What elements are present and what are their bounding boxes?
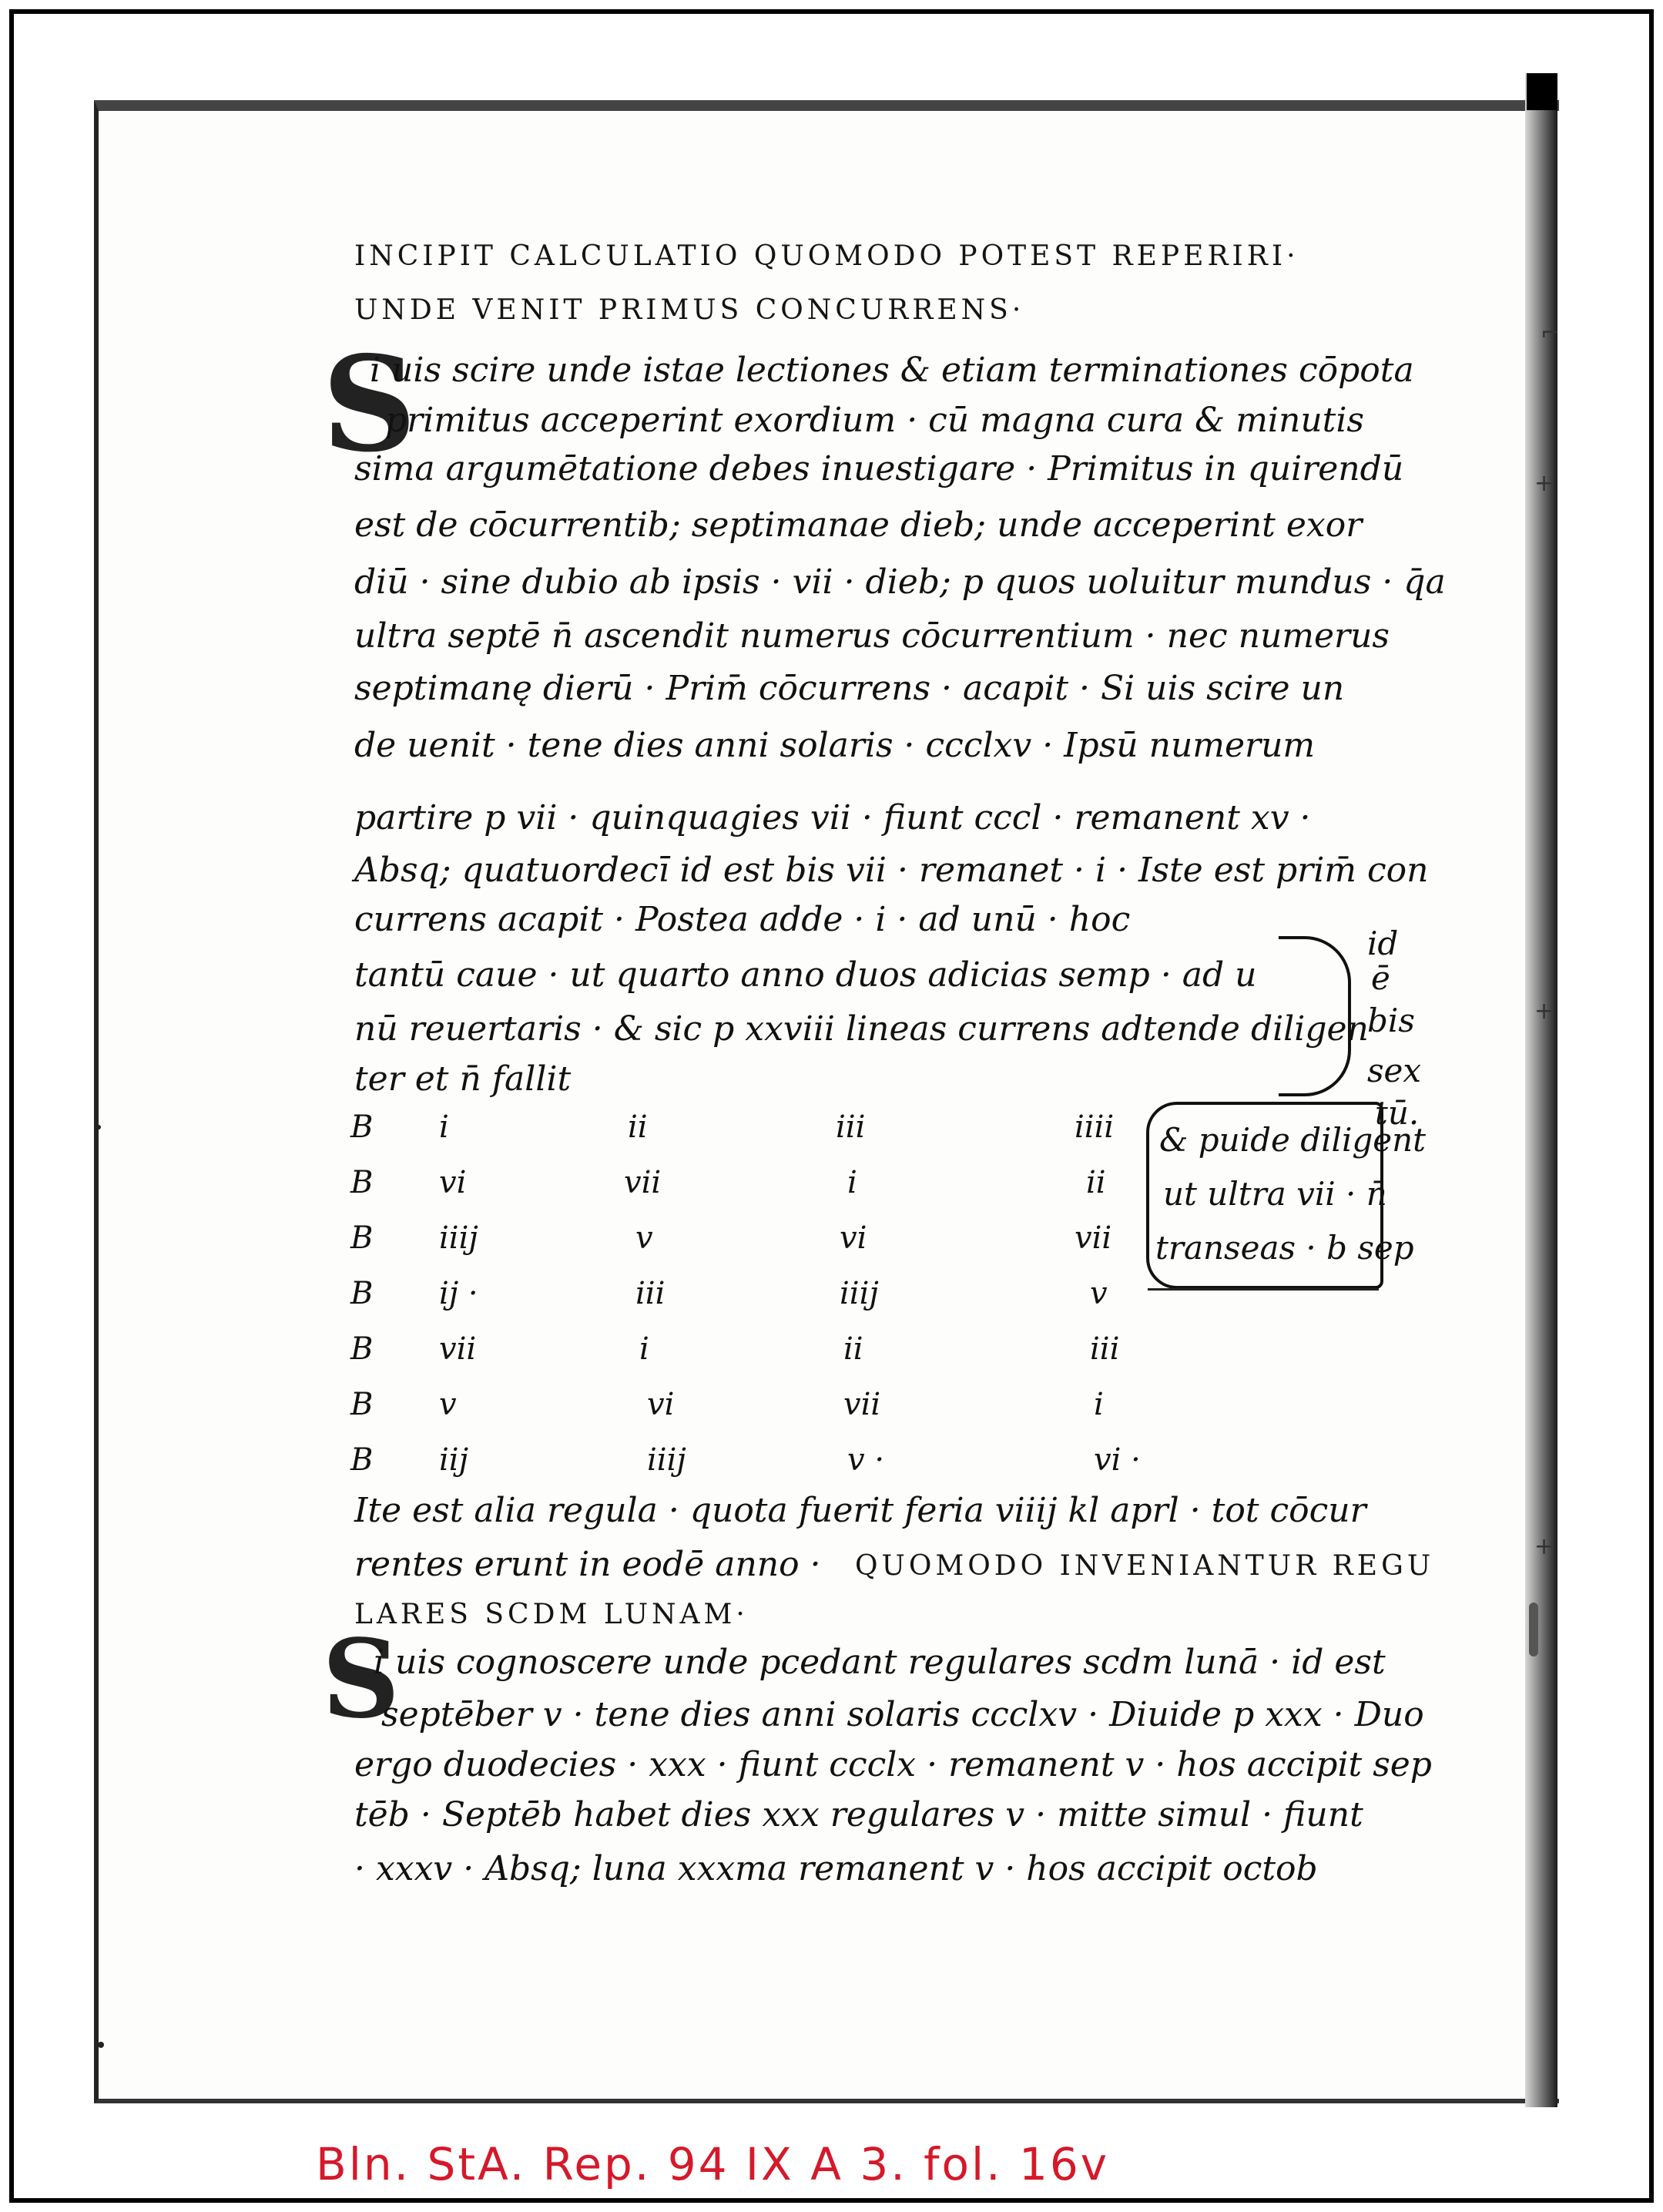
bissextile-mark: B	[350, 1387, 374, 1422]
text-line: de uenit · tene dies anni solaris · ccclxv · Ipsū numerum	[354, 726, 1316, 765]
title-line-2: UNDE VENIT PRIMUS CONCURRENS·	[354, 294, 1025, 326]
text-line: est de cōcurrentib; septimanae dieb; unde acceperint exor	[354, 505, 1363, 545]
margin-box-line: ut ultra vii · n̄	[1163, 1175, 1387, 1213]
table-cell: iii	[836, 1109, 866, 1145]
scan-artifact	[98, 2042, 104, 2048]
table-row	[350, 1109, 1275, 1156]
table-row	[350, 1387, 1275, 1433]
table-cell: vi ·	[1094, 1442, 1141, 1478]
subheading-line-1: QUOMODO INVENIANTUR REGU	[855, 1550, 1435, 1582]
table-cell: ii	[1086, 1165, 1106, 1200]
binding-edge	[1525, 73, 1557, 2107]
text-line: septimanę dierū · Prim̄ cōcurrens · acapit · Si uis scire un	[354, 669, 1345, 708]
margin-box-line: & puide diligent	[1159, 1121, 1427, 1159]
text-line: tēb · Septēb habet dies xxx regulares v · mitte simul · fiunt	[354, 1795, 1363, 1834]
table-row	[350, 1331, 1275, 1378]
bissextile-mark: B	[350, 1165, 374, 1200]
table-cell: i	[847, 1165, 857, 1200]
text-line: ultra septē n̄ ascendit numerus cōcurrentium · nec numerus	[354, 616, 1390, 656]
margin-note-line: bis	[1367, 1002, 1415, 1039]
table-cell: ij ·	[439, 1276, 478, 1311]
title-line-1: INCIPIT CALCULATIO QUOMODO POTEST REPERIRI·	[354, 240, 1299, 272]
table-cell: iii	[635, 1276, 666, 1311]
margin-note-line: id	[1367, 925, 1399, 962]
margin-note-line: tū.	[1375, 1094, 1420, 1132]
table-cell: vi	[647, 1387, 675, 1422]
text-line: · xxxv · Absq; luna xxxma remanent v · hos accipit octob	[354, 1849, 1318, 1888]
scan-artifact	[1529, 1603, 1538, 1656]
margin-mark: +	[1534, 1533, 1554, 1560]
bissextile-mark: B	[350, 1276, 374, 1311]
margin-mark: ⌐	[1541, 320, 1561, 347]
text-line: ergo duodecies · xxx · fiunt ccclx · remanent v · hos accipit sep	[354, 1745, 1432, 1784]
decorated-initial: S	[322, 327, 417, 482]
text-line: septēber v · tene dies anni solaris ccclxv · Diuide p xxx · Duo	[381, 1695, 1424, 1734]
decorated-initial: S	[322, 1616, 401, 1743]
table-cell: iii	[1090, 1331, 1120, 1367]
text-line: primitus acceperint exordium · cū magna cura & minutis	[385, 401, 1364, 440]
text-line: partire p vii · quinquagies vii · fiunt cccl · remanent xv ·	[354, 798, 1311, 837]
table-cell: ii	[843, 1331, 863, 1367]
text-line: currens acapit · Postea adde · i · ad unū · hoc	[354, 900, 1131, 939]
table-cell: v	[635, 1220, 653, 1256]
table-cell: iij	[439, 1442, 468, 1478]
scan-artifact	[96, 1125, 101, 1129]
table-cell: vii	[843, 1387, 881, 1422]
table-cell: i	[639, 1331, 649, 1367]
table-cell: iiij	[840, 1276, 879, 1311]
margin-mark: +	[1534, 470, 1554, 497]
table-cell: iiij	[647, 1442, 686, 1478]
table-cell: iiii	[1075, 1109, 1115, 1145]
table-cell: v ·	[847, 1442, 885, 1478]
text-line: Ite est alia regula · quota fuerit feria viiij kl aprl · tot cōcur	[354, 1491, 1366, 1530]
bissextile-mark: B	[350, 1442, 374, 1478]
table-row	[350, 1165, 1275, 1211]
table-cell: vi	[840, 1220, 867, 1256]
margin-note-line: sex	[1367, 1052, 1422, 1089]
table-cell: i	[1094, 1387, 1104, 1422]
bissextile-mark: B	[350, 1331, 374, 1367]
margin-box-line: transeas · b sep	[1155, 1229, 1414, 1267]
table-cell: i	[439, 1109, 449, 1145]
table-cell: vii	[439, 1331, 477, 1367]
archive-shelfmark: Bln. StA. Rep. 94 IX A 3. fol. 16v	[316, 2138, 1110, 2190]
table-row	[350, 1276, 1275, 1322]
binding-tab	[1527, 73, 1557, 110]
table-cell: v	[439, 1387, 457, 1422]
margin-bracket	[1279, 936, 1351, 1096]
text-line: i uis scire unde istae lectiones & etiam terminationes cōpota	[370, 351, 1414, 390]
table-cell: v	[1090, 1276, 1108, 1311]
table-cell: vii	[624, 1165, 662, 1200]
table-cell: iiij	[439, 1220, 478, 1256]
table-row	[350, 1442, 1275, 1489]
text-line: sima argumētatione debes inuestigare · Primitus in quirendū	[354, 449, 1404, 488]
text-line: rentes erunt in eodē anno ·	[354, 1545, 821, 1584]
text-line: tantū caue · ut quarto anno duos adicias semp · ad u	[354, 955, 1257, 995]
text-line: ter et n̄ fallit	[354, 1059, 572, 1099]
margin-mark: +	[1534, 998, 1554, 1025]
bissextile-mark: B	[350, 1109, 374, 1145]
table-row	[350, 1220, 1275, 1267]
table-cell: ii	[628, 1109, 648, 1145]
bissextile-mark: B	[350, 1220, 374, 1256]
table-cell: vii	[1075, 1220, 1112, 1256]
subheading-line-2: LARES SCDM LUNAM·	[354, 1599, 749, 1630]
text-line: i uis cognoscere unde pcedant regulares scdm lunā · id est	[374, 1643, 1386, 1682]
text-line: diū · sine dubio ab ipsis · vii · dieb; p quos uoluitur mundus · q̄a	[354, 562, 1446, 602]
margin-note-line: ē	[1371, 959, 1390, 997]
text-line: nū reuertaris · & sic p xxviii lineas currens adtende diligen	[354, 1009, 1369, 1049]
table-cell: vi	[439, 1165, 467, 1200]
text-line: Absq; quatuordecī id est bis vii · remanet · i · Iste est prim̄ con	[354, 851, 1429, 890]
